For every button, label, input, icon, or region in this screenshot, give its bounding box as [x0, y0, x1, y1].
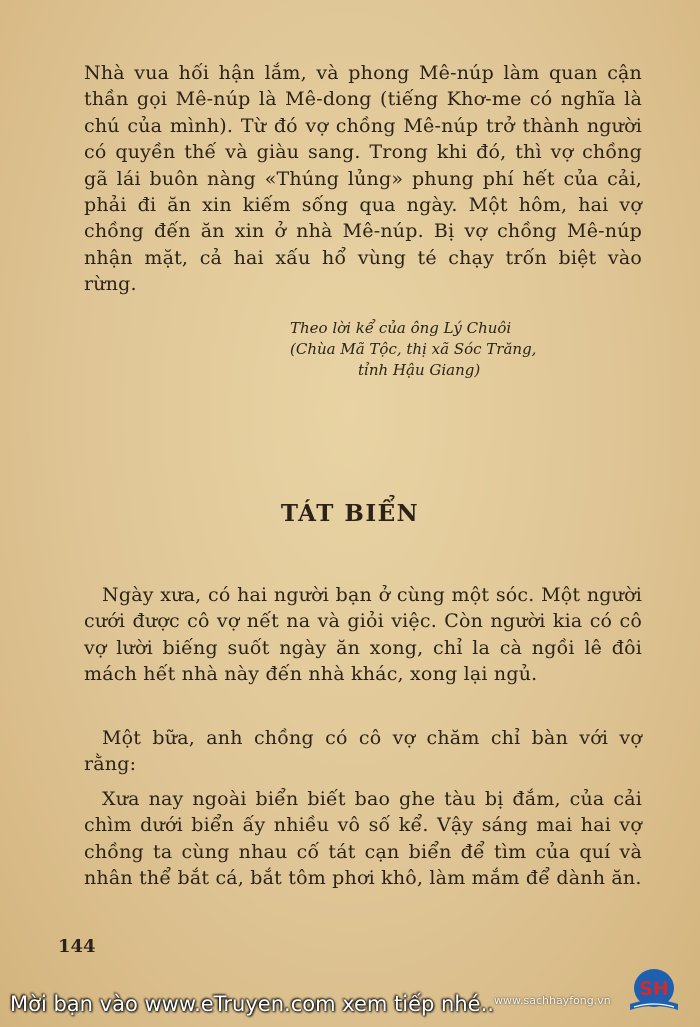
- source-line: (Chùa Mã Tộc, thị xã Sóc Trăng,: [290, 340, 537, 358]
- publisher-logo-text: SH: [639, 978, 669, 1000]
- source-attribution: [290, 318, 610, 381]
- site-url: www.sachhayfong.vn: [494, 994, 611, 1007]
- publisher-logo-icon: [624, 966, 684, 1014]
- source-line: Theo lời kể của ông Lý Chuôi: [290, 319, 512, 337]
- story-title: TÁT BIỂN: [280, 500, 420, 527]
- story-paragraph: Một bữa, anh chồng có cô vợ chăm chỉ bàn với vợ rằng:: [84, 727, 642, 776]
- story-end-paragraph: Nhà vua hối hận lắm, và phong Mê-núp làm quan cận thần gọi Mê-núp là Mê-dong (tiếng Khơ-me có nghĩa là chú của mình). Từ đó vợ chồng Mê-núp trở thành người có quyền thế và giàu sang. Trong khi đó, thì vợ chồng gã lái buôn nàng «Thúng lủng» phung phí hết của cải, phải đi ăn xin kiếm sống qua ngày. Một hôm, hai vợ chồng đến ăn xin ở nhà Mê-núp. Bị vợ chồng Mê-núp nhận mặt, cả hai xấu hổ vùng té chạy trốn biệt vào rừng.: [84, 62, 642, 296]
- page-number: 144: [58, 936, 96, 957]
- watermark-text[interactable]: Mời bạn vào www.eTruyen.com xem tiếp nhé..: [10, 992, 494, 1016]
- source-line: tỉnh Hậu Giang): [358, 361, 481, 379]
- story-paragraph: Ngày xưa, có hai người bạn ở cùng một sóc. Một người cưới được cô vợ nết na và giỏi việc. Còn người kia có cô vợ lười biếng suốt ngày ăn xong, chỉ la cà ngồi lê đôi mách hết nhà này đến nhà khác, xong lại ngủ.: [84, 584, 642, 686]
- story-paragraph: Xưa nay ngoài biển biết bao ghe tàu bị đắm, của cải chìm dưới biển ấy nhiều vô số kể. Vậy sáng mai hai vợ chồng ta cùng nhau cố tát cạn biển để tìm của quí và nhân thể bắt cá, bắt tôm phơi khô, làm mắm để dành ăn.: [84, 788, 642, 890]
- watermark-banner: [0, 986, 700, 1027]
